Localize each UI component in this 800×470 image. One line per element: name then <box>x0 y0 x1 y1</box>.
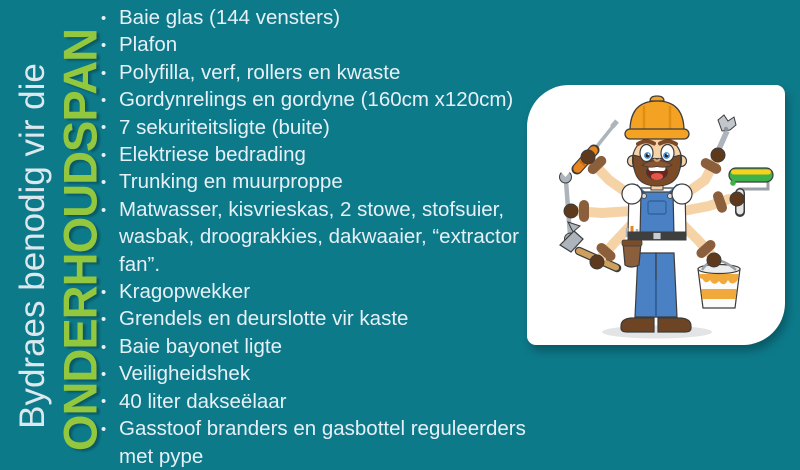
head <box>628 136 687 190</box>
bullet-list <box>95 4 545 470</box>
illustration-panel <box>527 85 785 345</box>
list-item: • Elektriese bedrading <box>95 141 545 168</box>
list-item: • Baie bayonet ligte <box>95 333 545 360</box>
list-item: • Trunking en muurproppe <box>95 168 545 195</box>
legs <box>635 253 677 317</box>
list-item: • Veiligheidshek <box>95 360 545 387</box>
adjustable-wrench-icon <box>718 115 736 149</box>
list-item: • Matwasser, kisvrieskas, 2 stowe, stofsuier, wasbak, droograkkies, dakwaaier, “extractor fan”. <box>95 196 545 278</box>
upper-left-hand <box>581 150 595 164</box>
left-hand <box>564 204 578 218</box>
lower-right-arm <box>681 223 721 267</box>
list-item: • Plafon <box>95 31 545 58</box>
list-item: • 40 liter dakseëlaar <box>95 388 545 415</box>
list-item: • Gasstoof branders en gasbottel reguleerders met pype <box>95 415 545 470</box>
slide-title-line2: ONDERHOUDSPAN <box>53 28 107 452</box>
list-item: • Polyfilla, verf, rollers en kwaste <box>95 59 545 86</box>
hard-hat-icon <box>625 96 689 139</box>
list-item: • Kragopwekker <box>95 278 545 305</box>
ground-shadow <box>602 326 712 339</box>
handyman-illustration <box>527 85 785 345</box>
middle-left-arm <box>575 205 631 217</box>
slide-title-line1: Bydraes benodig vir die <box>13 63 52 429</box>
list-item: • Gordynrelings en gordyne (160cm x120cm) <box>95 86 545 113</box>
list-item: • 7 sekuriteitsligte (buite) <box>95 114 545 141</box>
paint-bucket-icon <box>698 261 740 309</box>
list-item: • Grendels en deurslotte vir kaste <box>95 305 545 332</box>
list-item: • Baie glas (144 vensters) <box>95 4 545 31</box>
